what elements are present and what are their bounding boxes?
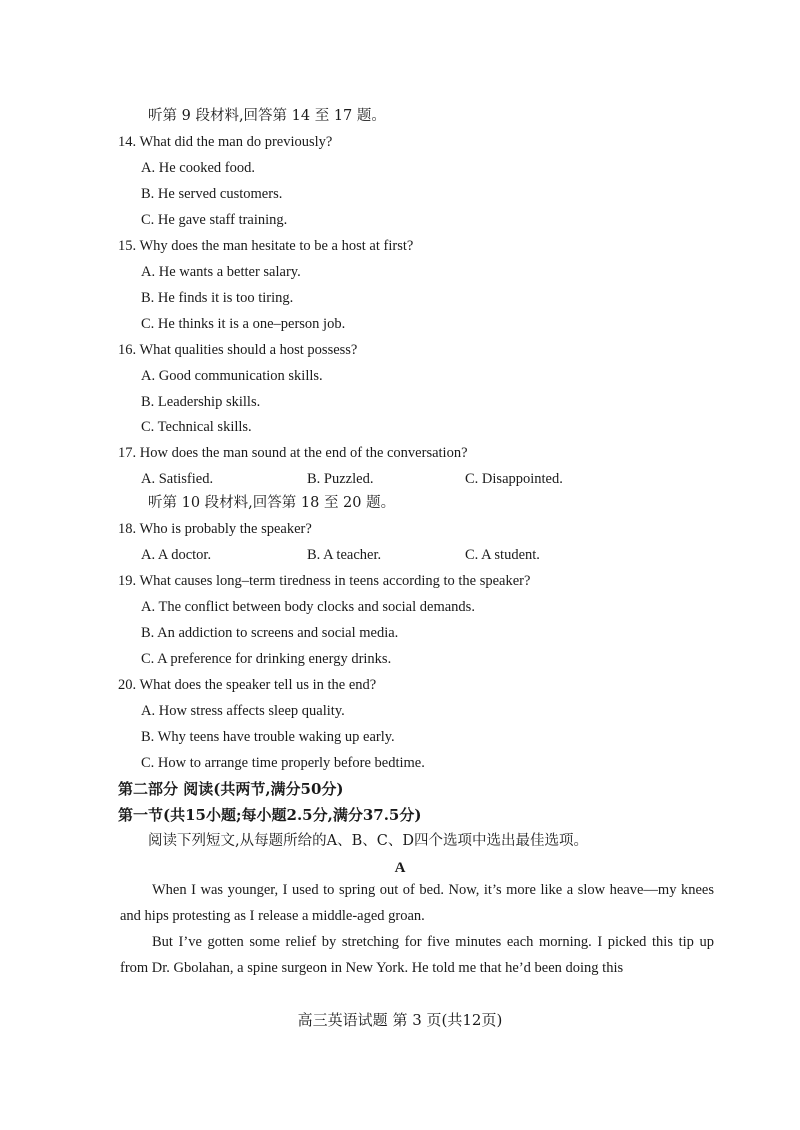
question-16-option-c: C. Technical skills. — [141, 419, 252, 435]
question-20-option-a: A. How stress affects sleep quality. — [141, 703, 345, 719]
question-19-option-b: B. An addiction to screens and social media. — [141, 625, 399, 641]
question-18-option-b: B. A teacher. — [307, 547, 382, 563]
question-20-stem: 20. What does the speaker tell us in the end? — [118, 677, 377, 693]
section1-heading: 第一节(共15小题;每小题2.5分,满分37.5分) — [118, 806, 422, 824]
question-17-option-c: C. Disappointed. — [465, 471, 563, 487]
question-17-option-b: B. Puzzled. — [307, 471, 374, 487]
question-15-option-a: A. He wants a better salary. — [141, 264, 301, 280]
question-14-option-c: C. He gave staff training. — [141, 212, 288, 228]
question-20-option-c: C. How to arrange time properly before bedtime. — [141, 755, 425, 771]
question-15-option-c: C. He thinks it is a one–person job. — [141, 316, 346, 332]
passage-paragraph-1: When I was younger, I used to spring out of bed. Now, it’s more like a slow heave—my knees and hips protesting as I release a middle-aged groan. — [120, 882, 714, 924]
question-16-option-b: B. Leadership skills. — [141, 394, 261, 410]
question-15-option-b: B. He finds it is too tiring. — [141, 290, 294, 306]
question-19-option-a: A. The conflict between body clocks and social demands. — [141, 599, 475, 615]
passage-label: A — [394, 860, 406, 876]
page-footer: 高三英语试题 第 3 页(共12页) — [297, 1011, 503, 1029]
question-18-option-c: C. A student. — [465, 547, 540, 563]
section-intro-10: 听第 10 段材料,回答第 18 至 20 题。 — [148, 495, 396, 511]
question-17-option-a: A. Satisfied. — [141, 471, 214, 487]
question-18-option-a: A. A doctor. — [141, 547, 212, 563]
question-16-stem: 16. What qualities should a host possess? — [118, 342, 358, 358]
section-intro-9: 听第 9 段材料,回答第 14 至 17 题。 — [148, 108, 386, 124]
question-18-stem: 18. Who is probably the speaker? — [118, 521, 312, 537]
question-16-option-a: A. Good communication skills. — [141, 368, 323, 384]
part2-heading: 第二部分 阅读(共两节,满分50分) — [118, 780, 344, 798]
passage-paragraph-2: But I’ve gotten some relief by stretching for five minutes each morning. I picked this tip up from Dr. Gbolahan, a spine surgeon in New York. He told me that he’d been doing this — [120, 934, 714, 976]
question-17-stem: 17. How does the man sound at the end of the conversation? — [118, 445, 468, 461]
question-14-option-a: A. He cooked food. — [141, 160, 255, 176]
question-15-stem: 15. Why does the man hesitate to be a host at first? — [118, 238, 414, 254]
question-14-stem: 14. What did the man do previously? — [118, 134, 333, 150]
question-20-option-b: B. Why teens have trouble waking up early. — [141, 729, 395, 745]
question-19-stem: 19. What causes long–term tiredness in teens according to the speaker? — [118, 573, 531, 589]
reading-instruction: 阅读下列短文,从每题所给的A、B、C、D四个选项中选出最佳选项。 — [148, 833, 588, 849]
question-19-option-c: C. A preference for drinking energy drinks. — [141, 651, 392, 667]
question-14-option-b: B. He served customers. — [141, 186, 283, 202]
